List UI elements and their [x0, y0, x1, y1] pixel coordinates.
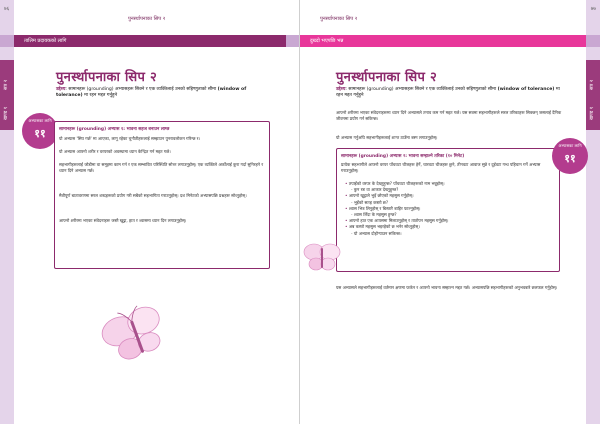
activity-paragraph: यो अभ्यास 'सिप गर्छ' मा आएका, लागू रहेका चुनौतीहरूलाई सम्झाउन पुनरावलोकन गरिन्छ र।	[59, 136, 201, 141]
running-head: पुनर्स्थापनाका सिप २	[128, 16, 166, 22]
butterfly-illustration	[96, 300, 176, 370]
body-paragraph: आफ्नो शरीरमा भएका संवेदनाहरूमा ध्यान दिने अभ्यासले तनाव कम गर्न मद्दत गर्छ। यस सत्रमा सहभागीहरूले सरल तरिकाहरू सिक्छन् जसलाई दैनिक जीवनमा प्रयोग गर्न सकिन्छ।	[336, 110, 562, 121]
objective-body: : सामानहरू (grounding) अभ्यासहरू सिक्ने र एक व्यक्तिलाई उनको सहिष्णुताको सीमा	[345, 87, 497, 92]
page-number: ७७	[590, 6, 596, 12]
list-subitem: - यो अभ्यास दोहोर्‍याउन सकिन्छ।	[345, 231, 553, 237]
activity-box	[336, 148, 560, 272]
activity-paragraph: सहभागीहरूलाई जोडीमा वा समूहमा काम गर्न र एक सम्भावित परिस्थिति सोच्न लगाउनुहोस्। एक व्यक्तिले अर्कोलाई कुरा गर्दा सुनिरहने र ध्यान दिने अभ्यास गर्छ।	[59, 162, 264, 173]
badge-caption: अभ्यासका लागि	[28, 118, 52, 123]
objective-lead: उद्देश्य	[56, 87, 66, 92]
activity-badge	[552, 138, 588, 174]
section-band	[300, 35, 586, 47]
side-tab-part: खण्ड १	[589, 106, 595, 120]
list-item: • आफ्नो हात एक आपसमा मिलाउनुहोस् र तातोपन महसुस गर्नुहोस्।	[345, 218, 553, 224]
side-tab-part: खण्ड १	[3, 106, 9, 120]
activity-intro: प्रत्येक सहभागीले आफ्नो वरपर पाँचवटा चीजहरू हेर्ने, चारवटा चीजहरू छुने, तीनवटा आवाज सुन्ने र दुईवटा गन्ध पहिचान गर्ने अभ्यास गराउनुहोस्।	[341, 162, 541, 173]
side-tab	[0, 60, 14, 130]
activity-paragraph: आफ्नो शरीरमा भएका संवेदनाहरू जस्तै खुट्टा, हात र श्वासमा ध्यान दिन लगाउनुहोस्।	[59, 218, 187, 223]
section-band-label: दुख्दो भएपछि भन्न	[310, 38, 344, 44]
side-tab-session: सत्र २	[589, 79, 595, 90]
objective-body: : सामानहरू (grounding) अभ्यासहरू सिक्ने र एक व्यक्तिलाई उनको सहिष्णुताको सीमा	[65, 87, 217, 92]
activity-box	[54, 121, 270, 269]
badge-number: ११	[34, 127, 46, 140]
activity-box-heading: सामानहरू (grounding) अभ्यास २: भावना सम्हाल्ने तरिका (१० मिनेट)	[341, 154, 465, 159]
objective-tail: मा रहन मद्दत गर्नुहुने	[336, 87, 560, 99]
side-tab	[586, 60, 600, 130]
objective-english-term: (window of tolerance)	[497, 87, 555, 92]
activity-badge	[22, 113, 58, 149]
list-item: • आफ्नो खुट्टाले भुइँ छोएको महसुस गर्नुहोस्।	[345, 193, 553, 199]
objective-english-term: (window of tolerance)	[56, 87, 247, 99]
activity-paragraph: यो अभ्यास आफ्नो शरीर र वरपरको अवस्थामा ध्यान केन्द्रित गर्न मद्दत गर्छ।	[59, 149, 171, 154]
list-item: • तपाईंको वरपर के देख्नुहुन्छ? पाँचवटा चीजहरूको नाम भन्नुहोस्।	[345, 181, 553, 187]
right-page	[300, 0, 600, 424]
side-tab-session: सत्र २	[3, 79, 9, 90]
objective-text	[336, 87, 562, 99]
objective-lead: उद्देश्य	[336, 87, 346, 92]
objective-tail: मा रहन मद्दत गर्नुहुने	[84, 93, 117, 99]
section-band-label: तालिम प्रदायकको लागि	[24, 38, 67, 44]
activity-box-heading: सामानहरू (grounding) अभ्यास १: भावना सहज बनाउन लाग्छ	[59, 127, 170, 132]
activity-paragraph: मैत्रीपूर्ण बातावरणमा सरल शब्दहरूको प्रयोग गरी सबैको सहभागिता गराउनुहोस्। दश मिनेटको अभ्यासपछि प्रश्नहरू सोध्नुहोस्।	[59, 193, 247, 198]
list-subitem: - श्वास लिँदा के महसुस हुन्छ?	[345, 212, 553, 218]
activity-list	[345, 181, 553, 237]
badge-caption: अभ्यासका लागि	[558, 143, 582, 148]
section-band	[14, 35, 286, 47]
badge-number: ११	[564, 152, 576, 165]
page-number: ७६	[4, 6, 10, 12]
butterfly-illustration	[302, 240, 342, 274]
list-item: • अब कस्तो महसुस भइरहेको छ भनेर सोध्नुहोस्।	[345, 224, 553, 230]
list-item: • श्वास भित्र लिनुहोस् र बिस्तारै बाहिर फाल्नुहोस्।	[345, 206, 553, 212]
objective-text	[56, 87, 266, 99]
list-subitem: - कुन रङ वा आकार देख्नुहुन्छ?	[345, 187, 553, 193]
body-paragraph: यस अभ्यासले सहभागीहरूलाई वर्तमान क्षणमा फर्कन र आफ्नो भावना सम्हाल्न मद्दत गर्छ। अभ्यासपछि सहभागीहरूको अनुभवबारे छलफल गर्नुहोस्।	[336, 285, 558, 290]
page-title: पुनर्स्थापनाका सिप २	[56, 70, 158, 85]
running-head: पुनर्स्थापनाका सिप २	[320, 16, 358, 22]
list-subitem: - भुइँको सतह कस्तो छ?	[345, 200, 553, 206]
body-paragraph: यो अभ्यास गर्नुअघि सहभागीहरूलाई शान्त ठाउँमा बस्न लगाउनुहोस्।	[336, 135, 438, 140]
page-title: पुनर्स्थापनाका सिप २	[336, 70, 438, 85]
